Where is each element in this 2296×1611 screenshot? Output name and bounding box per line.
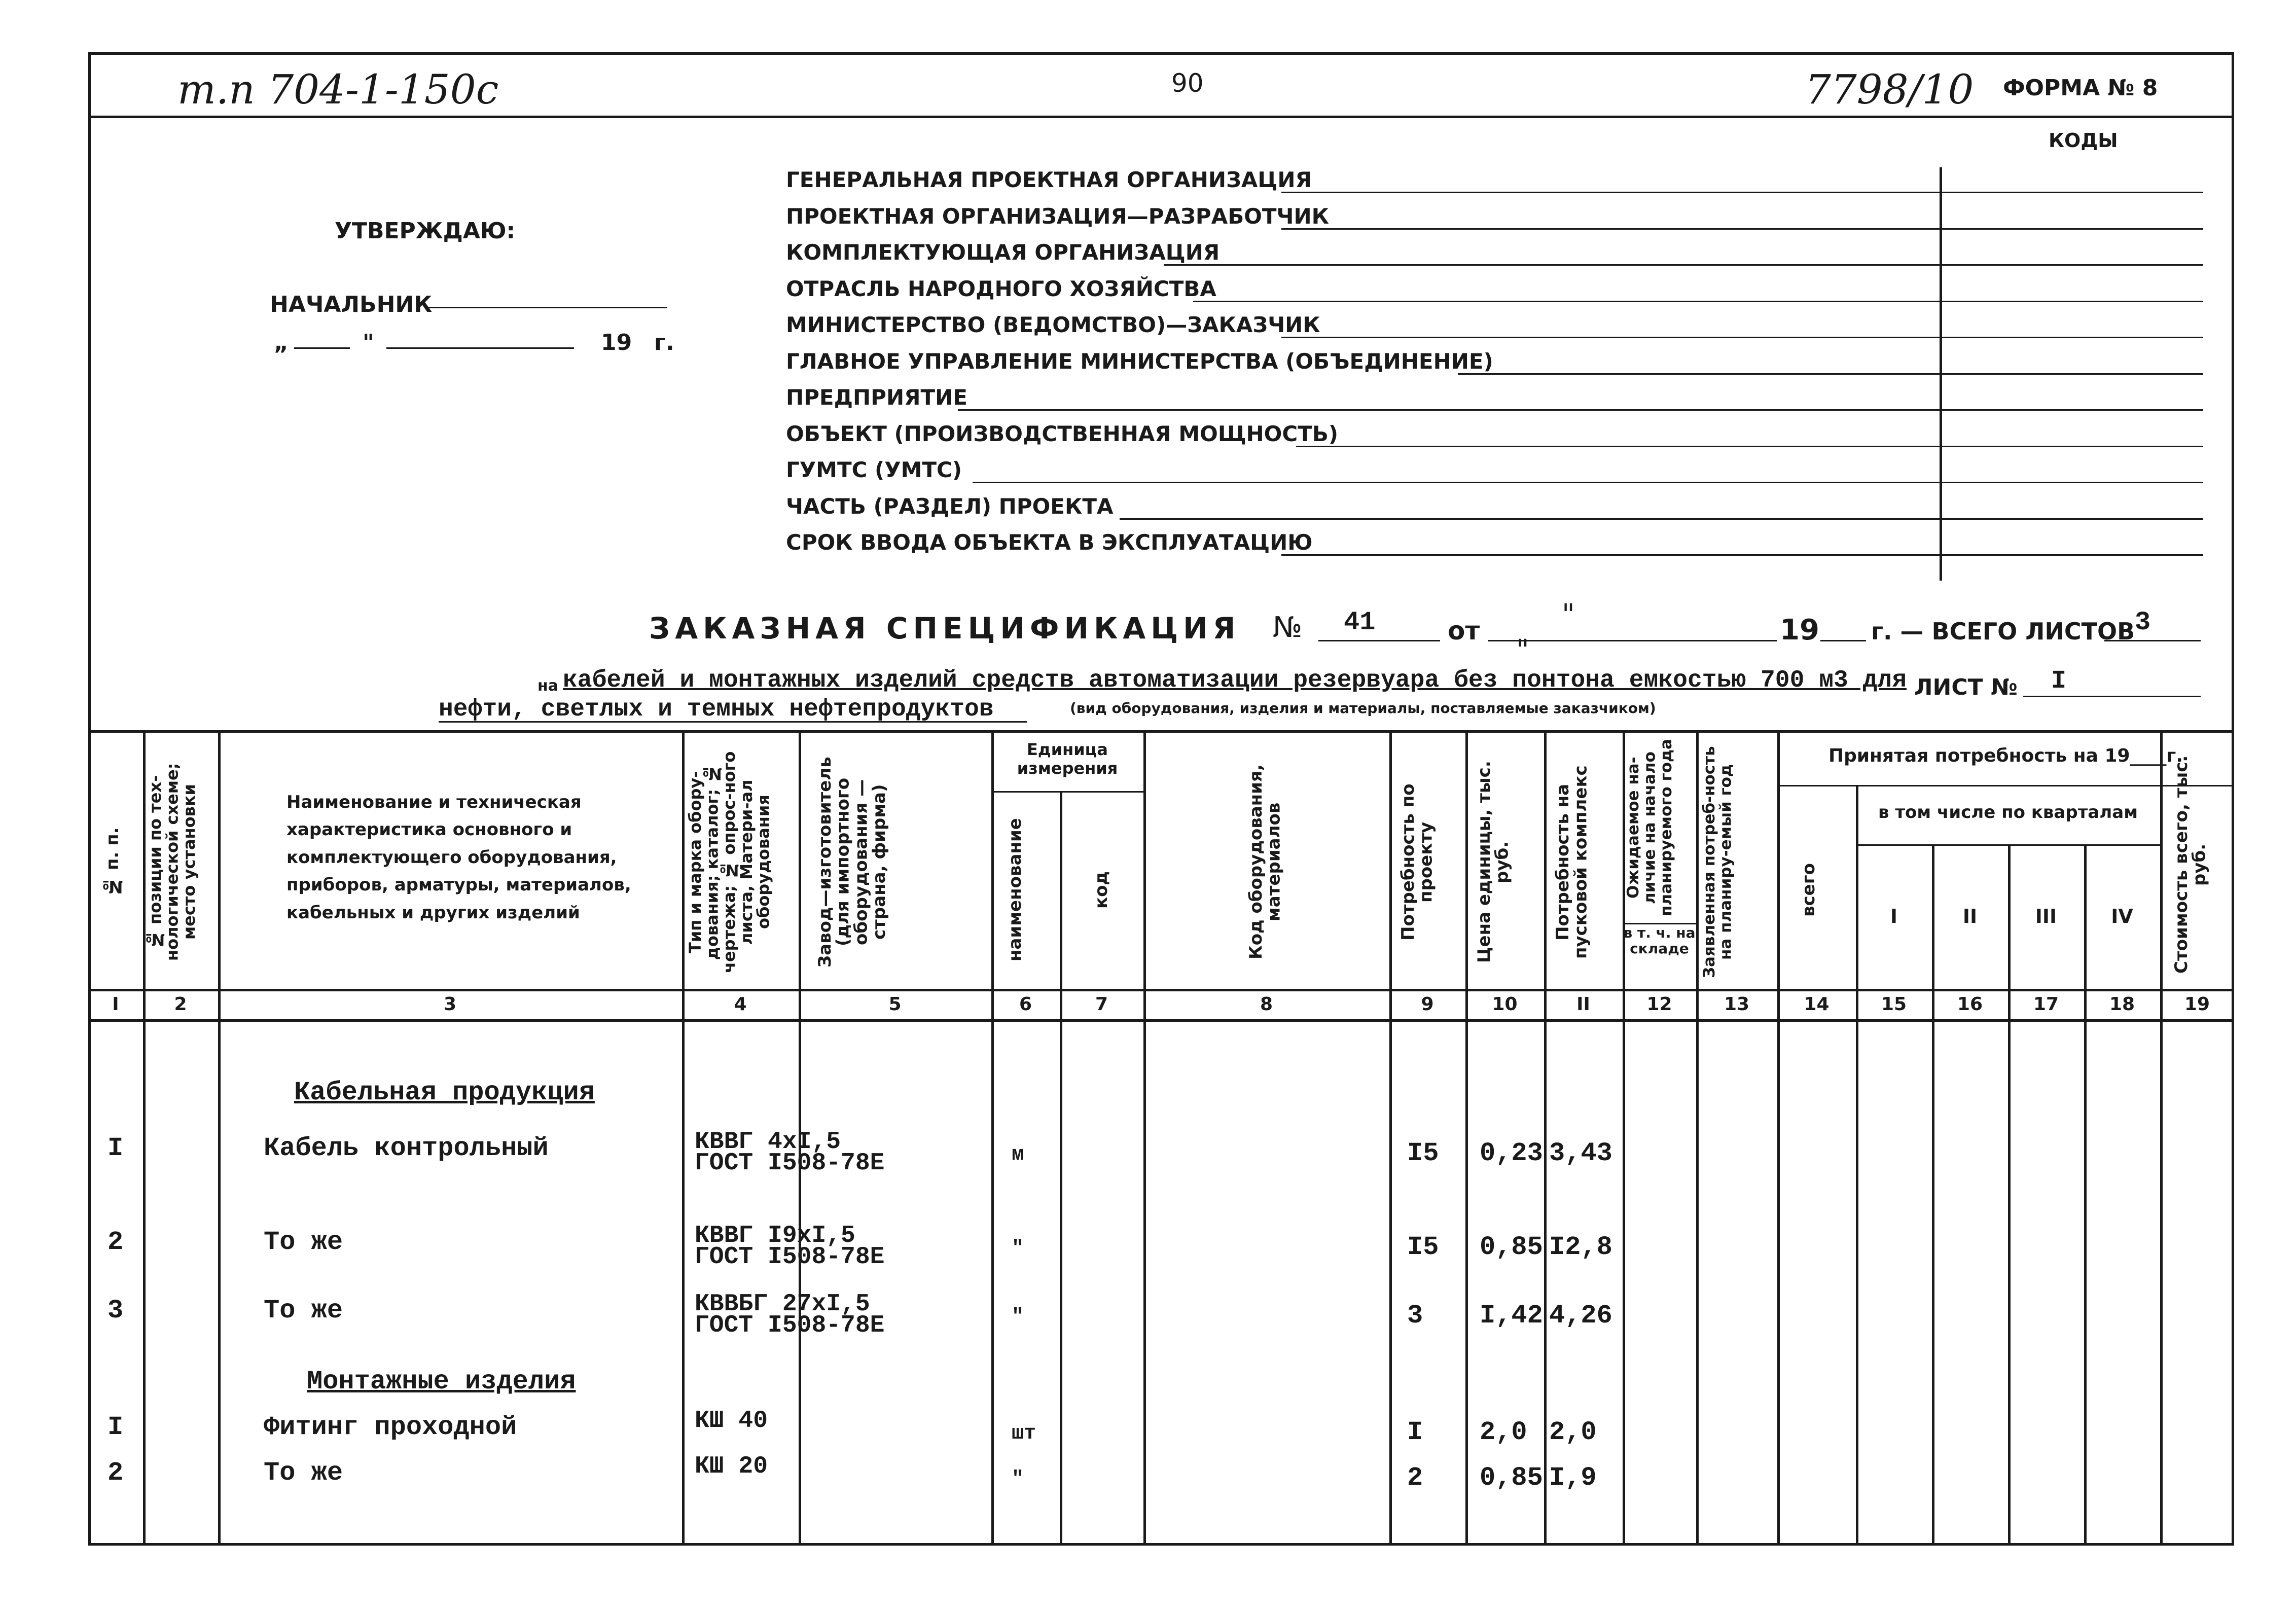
row-name: То же — [264, 1227, 343, 1257]
row-launch-complex: 4,26 — [1549, 1301, 1612, 1331]
row-number: 3 — [107, 1296, 124, 1326]
col-header-19: Стоимость всего, тыс. руб. — [2171, 755, 2210, 974]
year-prefix: 19 — [601, 330, 632, 355]
org-field-label: ПРОЕКТНАЯ ОРГАНИЗАЦИЯ—РАЗРАБОТЧИК — [786, 203, 1329, 229]
col-header-13: Заявленная потреб-ность на планиру-емый год — [1700, 746, 1735, 978]
column-number: 16 — [1957, 994, 1983, 1015]
org-field-label: ОБЪЕКТ (ПРОИЗВОДСТВЕННАЯ МОЩНОСТЬ) — [786, 421, 1339, 446]
column-number: 7 — [1095, 994, 1108, 1015]
column-number: 14 — [1804, 994, 1829, 1015]
row-unit: шт — [1012, 1422, 1036, 1445]
col-header-16: II — [1962, 905, 1978, 927]
row-name: То же — [264, 1296, 343, 1326]
column-number: 8 — [1260, 994, 1273, 1015]
column-number: II — [1576, 994, 1590, 1015]
col-header-6: наименование — [1005, 818, 1025, 962]
row-quantity: I5 — [1407, 1232, 1439, 1262]
spec-year-line — [1820, 640, 1866, 641]
row-type-mark: КШ 40 — [695, 1407, 768, 1435]
org-field-label: ПРЕДПРИЯТИЕ — [786, 385, 967, 410]
col-header-12-sub: в т. ч. на складе — [1623, 924, 1696, 957]
row-quantity: I — [1407, 1417, 1423, 1447]
spec-total-sheets: 3 — [2135, 607, 2151, 637]
row-number: 2 — [107, 1458, 124, 1488]
column-divider — [1143, 730, 1146, 1546]
handwritten-project-code: т.п 704-1-150с — [177, 66, 499, 113]
table-top-line — [88, 730, 2234, 733]
column-divider — [1060, 791, 1062, 1546]
column-divider — [1696, 730, 1699, 1546]
spec-title: ЗАКАЗНАЯ СПЕЦИФИКАЦИЯ — [649, 611, 1241, 646]
row-quantity: 3 — [1407, 1301, 1423, 1331]
column-number: 12 — [1646, 994, 1672, 1015]
spec-total-sheets-label: г. — ВСЕГО ЛИСТОВ — [1871, 618, 2135, 645]
spec-number-label: № — [1273, 611, 1303, 644]
column-divider — [2084, 844, 2087, 1546]
row-unit: " — [1012, 1468, 1024, 1491]
row-type-mark: КВВГ 4хI,5 — [695, 1128, 841, 1156]
codes-label: КОДЫ — [2049, 129, 2118, 152]
org-field-label: ЧАСТЬ (РАЗДЕЛ) ПРОЕКТА — [786, 493, 1114, 519]
section-title: Монтажные изделия — [307, 1367, 576, 1397]
year-suffix: г. — [654, 330, 674, 355]
column-number: 3 — [443, 994, 457, 1015]
column-divider — [1856, 785, 1858, 1546]
column-divider — [1932, 844, 1934, 1546]
column-number: 13 — [1724, 994, 1750, 1015]
chief-label: НАЧАЛЬНИК — [270, 292, 433, 317]
spec-date-quote-close: " — [1516, 634, 1529, 667]
col-header-4: Тип и марка обору-дования; каталог; № чертежа; № опрос-ного листа, Матери-ал оборудования — [686, 751, 773, 973]
org-field-label: ОТРАСЛЬ НАРОДНОГО ХОЗЯЙСТВА — [786, 276, 1216, 301]
column-number: 6 — [1019, 994, 1032, 1015]
row-type-mark: КВВГ I9хI,5 — [695, 1222, 855, 1249]
row-launch-complex: I,9 — [1549, 1463, 1597, 1493]
page-number: 90 — [1171, 68, 1204, 98]
column-divider — [1465, 730, 1468, 1546]
table-header-bottom-line — [88, 989, 2234, 991]
row-unit: " — [1012, 1237, 1024, 1260]
spec-subject-hint: (вид оборудования, изделия и материалы, поставляемые заказчиком) — [1070, 700, 1656, 717]
org-field-label: МИНИСТЕРСТВО (ВЕДОМСТВО)—ЗАКАЗЧИК — [786, 312, 1320, 337]
org-field-label: ГУМТС (УМТС) — [786, 457, 962, 482]
row-unit-price: 2,0 — [1480, 1417, 1527, 1447]
spec-year-label: 19 — [1780, 614, 1819, 647]
col-header-5: Завод—изготовитель (для импортного оборудования —страна, фирма) — [815, 757, 890, 968]
table-colnum-bottom-line — [88, 1019, 2234, 1022]
row-quantity: I5 — [1407, 1138, 1439, 1168]
row-standard: ГОСТ I508-78Е — [695, 1150, 885, 1177]
spec-subject-line-2: нефти, светлых и темных нефтепродуктов — [439, 696, 994, 723]
header-divider — [88, 116, 2234, 118]
row-standard: ГОСТ I508-78Е — [695, 1312, 885, 1339]
org-field-line[interactable] — [1164, 264, 2203, 266]
column-divider — [2008, 844, 2011, 1546]
column-divider — [1777, 730, 1780, 1546]
row-type-mark: КШ 20 — [695, 1453, 768, 1480]
row-unit: " — [1012, 1306, 1024, 1329]
org-field-line[interactable] — [1281, 337, 2203, 338]
row-standard: ГОСТ I508-78Е — [695, 1243, 885, 1271]
row-name: Фитинг проходной — [264, 1412, 517, 1442]
spec-subject-line-2-underline — [439, 721, 1027, 723]
date-day-line — [294, 347, 350, 349]
col-header-11: Потребность на пусковой комплекс — [1553, 765, 1591, 959]
org-field-line[interactable] — [1281, 228, 2203, 230]
spec-number: 41 — [1344, 607, 1376, 637]
accepted-group-header: Принятая потребность на 19____г. — [1828, 745, 2183, 766]
spec-date-quote-open: " — [1562, 598, 1575, 631]
column-number: 18 — [2109, 994, 2135, 1015]
date-quote-open: „ — [274, 330, 289, 355]
col-header-1: № п. п. — [102, 827, 123, 897]
unit-group-header: Единица измерения — [1017, 740, 1118, 778]
sheet-number: I — [2051, 667, 2067, 696]
spec-from-label: от — [1448, 616, 1480, 646]
row-launch-complex: 3,43 — [1549, 1138, 1612, 1168]
form-number-label: ФОРМА № 8 — [2003, 75, 2158, 101]
col-header-18: IV — [2111, 905, 2133, 927]
col-header-8: Код оборудования, материалов — [1246, 764, 1284, 960]
org-field-label: ГЛАВНОЕ УПРАВЛЕНИЕ МИНИСТЕРСТВА (ОБЪЕДИНЕНИЕ) — [786, 348, 1493, 374]
row-number: I — [107, 1412, 124, 1442]
date-quote-close: " — [363, 330, 374, 355]
column-number: 5 — [888, 994, 902, 1015]
handwritten-archive-number: 7798/10 — [1805, 66, 1974, 113]
column-number: 9 — [1421, 994, 1434, 1015]
column-number: 19 — [2184, 994, 2210, 1015]
org-field-line[interactable] — [1296, 446, 2203, 447]
row-type-mark: КВВБГ 27хI,5 — [695, 1291, 870, 1318]
section-title: Кабельная продукция — [294, 1078, 595, 1107]
row-number: 2 — [107, 1227, 124, 1257]
col-header-12: Ожидаемое на-личие на начало планируемого года — [1624, 739, 1676, 917]
org-field-line[interactable] — [958, 409, 2203, 411]
col-header-9: Потребность по проекту — [1398, 783, 1437, 941]
row-unit-price: 0,23 — [1480, 1138, 1543, 1168]
column-number: 15 — [1881, 994, 1907, 1015]
approval-title: УТВЕРЖДАЮ: — [335, 218, 516, 244]
row-launch-complex: 2,0 — [1549, 1417, 1597, 1447]
column-number: 4 — [734, 994, 747, 1015]
column-number: 17 — [2033, 994, 2059, 1015]
sheet-number-label: ЛИСТ № — [1914, 674, 2018, 700]
col-header-10: Цена единицы, тыс. руб. — [1474, 761, 1513, 963]
sheet-number-line — [2023, 696, 2201, 697]
row-unit-price: 0,85 — [1480, 1463, 1543, 1493]
spec-on-label: на — [537, 677, 558, 695]
row-name: То же — [264, 1458, 343, 1488]
column-divider — [991, 730, 994, 1546]
column-divider — [1389, 730, 1392, 1546]
column-number: 2 — [174, 994, 187, 1015]
row-unit: м — [1012, 1143, 1024, 1166]
org-field-line[interactable] — [1193, 301, 2203, 302]
column-divider — [1544, 730, 1547, 1546]
row-number: I — [107, 1133, 124, 1163]
column-number: 10 — [1492, 994, 1518, 1015]
org-field-line[interactable] — [973, 482, 2203, 483]
org-field-line[interactable] — [1120, 518, 2203, 520]
quarters-group-header: в том числе по кварталам — [1878, 802, 2138, 822]
accepted-group-line — [1777, 785, 2234, 786]
row-unit-price: 0,85 — [1480, 1232, 1543, 1262]
unit-group-line — [991, 791, 1143, 793]
org-field-label: ГЕНЕРАЛЬНАЯ ПРОЕКТНАЯ ОРГАНИЗАЦИЯ — [786, 167, 1312, 192]
org-field-line[interactable] — [1281, 554, 2203, 556]
org-field-line[interactable] — [1458, 373, 2203, 375]
row-launch-complex: I2,8 — [1549, 1232, 1612, 1262]
col-header-2: № позиции по тех-нологической схеме; место установки — [146, 763, 199, 961]
col-header-3: Наименование и техническая характеристика основного и комплектующего оборудования, приборов, арматуры, материалов, кабельных и других изделий — [286, 792, 631, 923]
row-quantity: 2 — [1407, 1463, 1423, 1493]
date-month-line — [386, 347, 574, 349]
chief-signature-line — [425, 307, 667, 308]
column-divider — [682, 730, 685, 1546]
org-field-line[interactable] — [1281, 192, 2203, 193]
spec-subject-line-1: кабелей и монтажных изделий средств автоматизации резервуара без понтона емкостью 700 м3 для — [563, 667, 1907, 694]
col-header-17: III — [2035, 905, 2057, 927]
spec-total-sheets-line — [2104, 640, 2201, 641]
row-name: Кабель контрольный — [264, 1133, 549, 1163]
spec-date-line — [1488, 640, 1777, 641]
spec-number-line — [1318, 640, 1440, 641]
org-field-label: СРОК ВВОДА ОБЪЕКТА В ЭКСПЛУАТАЦИЮ — [786, 530, 1313, 555]
column-divider — [2160, 730, 2163, 1546]
row-unit-price: I,42 — [1480, 1301, 1543, 1331]
col-header-14: всего — [1799, 863, 1819, 917]
col-header-15: I — [1890, 905, 1898, 927]
col-header-7: код — [1091, 871, 1111, 909]
org-field-label: КОМПЛЕКТУЮЩАЯ ОРГАНИЗАЦИЯ — [786, 240, 1220, 265]
column-number: I — [112, 994, 119, 1015]
